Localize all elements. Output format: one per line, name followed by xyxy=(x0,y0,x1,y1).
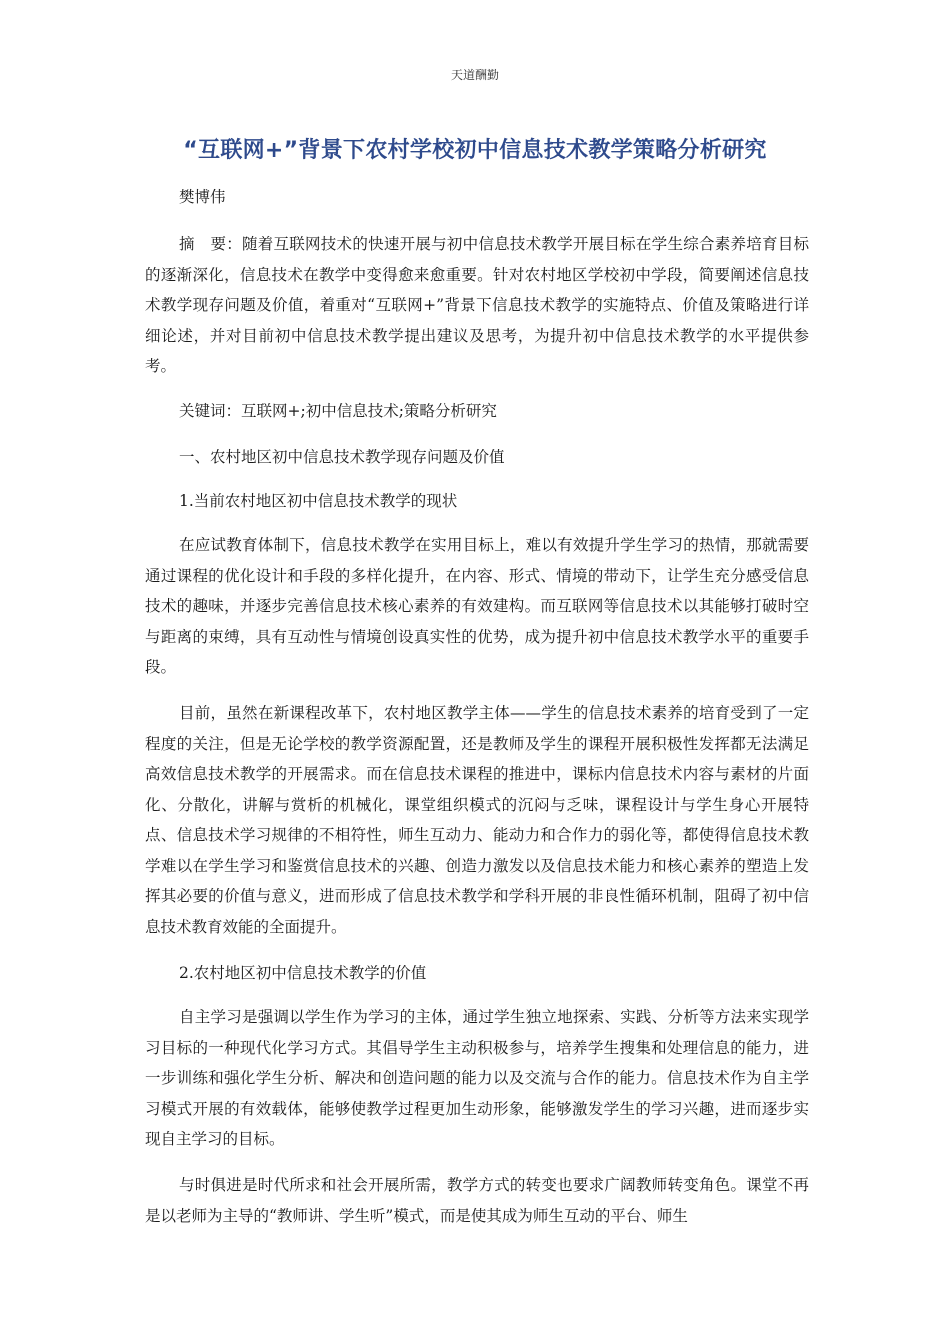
header-motto: 天道酬勤 xyxy=(450,68,499,82)
section-heading-1: 一、农村地区初中信息技术教学现存问题及价值 xyxy=(179,448,505,466)
subsection-heading-1: 1.当前农村地区初中信息技术教学的现状 xyxy=(179,492,458,510)
keywords-line: 关键词：互联网+;初中信息技术;策略分析研究 xyxy=(179,402,497,420)
body-paragraph-3: 自主学习是强调以学生作为学习的主体，通过学生独立地探索、实践、分析等方法来实现学习目标的一种现代化学习方式。其倡导学生主动积极参与，培养学生搜集和处理信息的能力，进一步训练和强化学生分析、解决和创造问题的能力以及交流与合作的能力。信息技术作为自主学习模式开展的有效载体，能够使教学过程更加生动形象，能够激发学生的学习兴趣，进而逐步实现自主学习的目标。 xyxy=(145,1008,809,1148)
body-paragraph-1: 在应试教育体制下，信息技术教学在实用目标上，难以有效提升学生学习的热情，那就需要通过课程的优化设计和手段的多样化提升，在内容、形式、情境的带动下，让学生充分感受信息技术的趣味，并逐步完善信息技术核心素养的有效建构。而互联网等信息技术以其能够打破时空与距离的束缚，具有互动性与情境创设真实性的优势，成为提升初中信息技术教学水平的重要手段。 xyxy=(145,536,809,676)
body-paragraph-4: 与时俱进是时代所求和社会开展所需，教学方式的转变也要求广阔教师转变角色。课堂不再是以老师为主导的“教师讲、学生听”模式，而是使其成为师生互动的平台、师生 xyxy=(145,1176,809,1225)
abstract-paragraph: 摘 要：随着互联网技术的快速开展与初中信息技术教学开展目标在学生综合素养培育目标的逐渐深化，信息技术在教学中变得愈来愈重要。针对农村地区学校初中学段，简要阐述信息技术教学现存问题及价值，着重对“互联网+”背景下信息技术教学的实施特点、价值及策略进行详细论述，并对目前初中信息技术教学提出建议及思考，为提升初中信息技术教学的水平提供参考。 xyxy=(145,235,809,375)
article-title: “互联网+”背景下农村学校初中信息技术教学策略分析研究 xyxy=(183,138,767,163)
subsection-heading-2: 2.农村地区初中信息技术教学的价值 xyxy=(179,964,427,982)
author-name: 樊博伟 xyxy=(179,188,226,206)
body-paragraph-2: 目前，虽然在新课程改革下，农村地区教学主体——学生的信息技术素养的培育受到了一定程度的关注，但是无论学校的教学资源配置，还是教师及学生的课程开展积极性发挥都无法满足高效信息技术教学的开展需求。而在信息技术课程的推进中，课标内信息技术内容与素材的片面化、分散化，讲解与赏析的机械化，课堂组织模式的沉闷与乏味，课程设计与学生身心开展特点、信息技术学习规律的不相符性，师生互动力、能动力和合作力的弱化等，都使得信息技术教学难以在学生学习和鉴赏信息技术的兴趣、创造力激发以及信息技术能力和核心素养的塑造上发挥其必要的价值与意义，进而形成了信息技术教学和学科开展的非良性循环机制，阻碍了初中信息技术教育效能的全面提升。 xyxy=(145,704,809,936)
